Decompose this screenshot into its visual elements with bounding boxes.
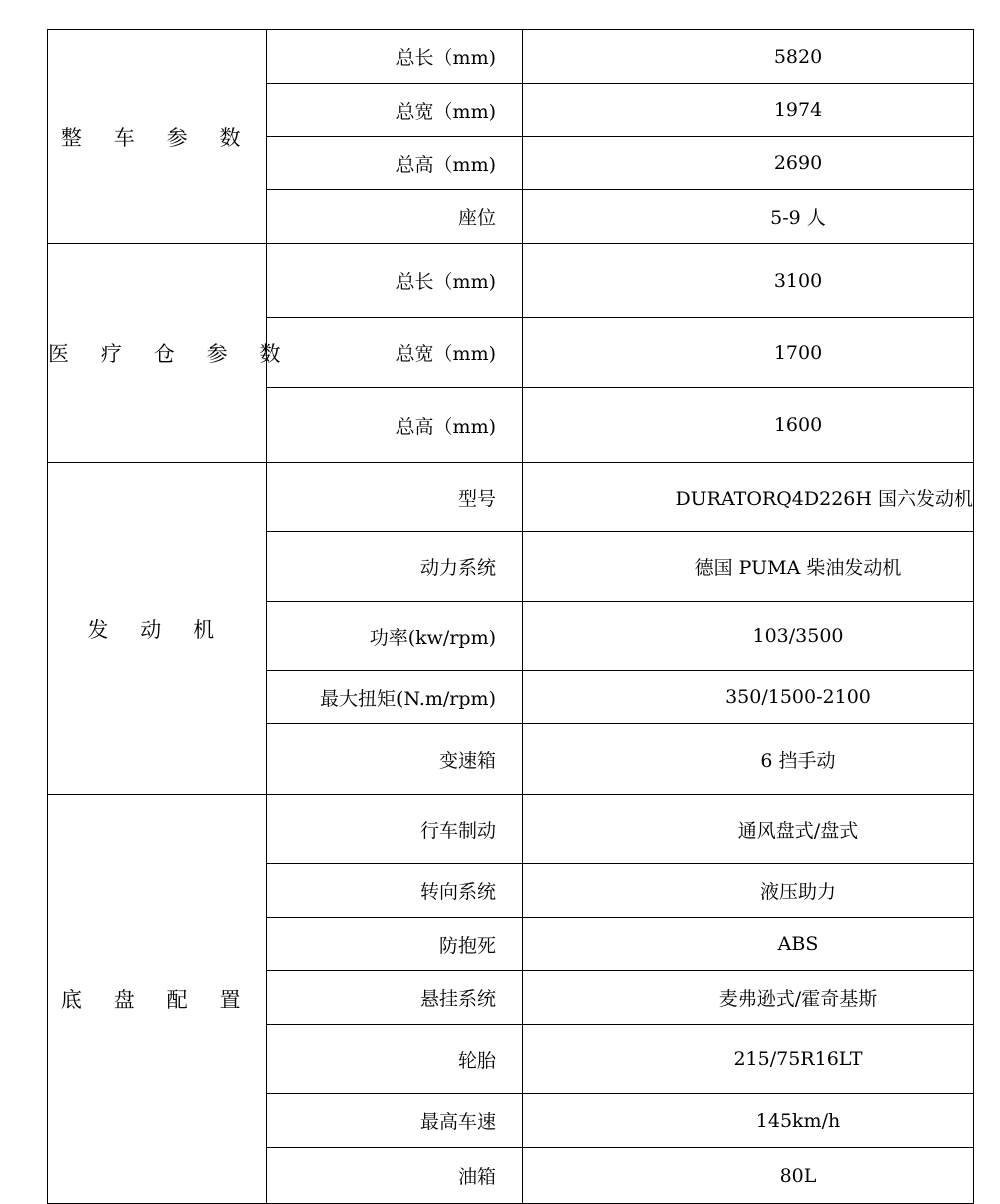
param-value: 液压助力 bbox=[523, 864, 974, 918]
param-value: 通风盘式/盘式 bbox=[523, 795, 974, 864]
param-value: 3100 bbox=[523, 244, 974, 318]
param-name: 型号 bbox=[267, 463, 523, 532]
param-value: 215/75R16LT bbox=[523, 1025, 974, 1094]
param-name: 座位 bbox=[267, 190, 523, 244]
param-name: 变速箱 bbox=[267, 724, 523, 795]
param-value: DURATORQ4D226H 国六发动机 bbox=[523, 463, 974, 532]
param-name: 总宽（mm) bbox=[267, 84, 523, 137]
param-name: 最高车速 bbox=[267, 1094, 523, 1148]
param-name: 轮胎 bbox=[267, 1025, 523, 1094]
param-name: 总长（mm) bbox=[267, 30, 523, 84]
group-label-vehicle: 整 车 参 数 bbox=[48, 30, 267, 244]
group-label-chassis: 底 盘 配 置 bbox=[48, 795, 267, 1204]
param-value: 5-9 人 bbox=[523, 190, 974, 244]
param-name: 油箱 bbox=[267, 1148, 523, 1204]
param-name: 动力系统 bbox=[267, 532, 523, 602]
table-row bbox=[48, 244, 974, 318]
param-value: 麦弗逊式/霍奇基斯 bbox=[523, 971, 974, 1025]
param-name: 总高（mm) bbox=[267, 137, 523, 190]
param-value: 5820 bbox=[523, 30, 974, 84]
table-row bbox=[48, 30, 974, 84]
table-row bbox=[48, 795, 974, 864]
param-value: 6 挡手动 bbox=[523, 724, 974, 795]
param-value: ABS bbox=[523, 918, 974, 971]
param-name: 功率(kw/rpm) bbox=[267, 602, 523, 671]
param-value: 1600 bbox=[523, 388, 974, 463]
param-value: 80L bbox=[523, 1148, 974, 1204]
table-row bbox=[48, 463, 974, 532]
param-name: 总长（mm) bbox=[267, 244, 523, 318]
param-name: 总宽（mm) bbox=[267, 318, 523, 388]
param-value: 1974 bbox=[523, 84, 974, 137]
param-value: 350/1500-2100 bbox=[523, 671, 974, 724]
param-name: 防抱死 bbox=[267, 918, 523, 971]
group-label-medical-cabin: 医 疗 仓 参 数 bbox=[48, 244, 267, 463]
param-name: 最大扭矩(N.m/rpm) bbox=[267, 671, 523, 724]
param-value: 2690 bbox=[523, 137, 974, 190]
param-value: 1700 bbox=[523, 318, 974, 388]
param-value: 德国 PUMA 柴油发动机 bbox=[523, 532, 974, 602]
param-name: 行车制动 bbox=[267, 795, 523, 864]
param-value: 145km/h bbox=[523, 1094, 974, 1148]
param-name: 转向系统 bbox=[267, 864, 523, 918]
param-value: 103/3500 bbox=[523, 602, 974, 671]
group-label-engine: 发 动 机 bbox=[48, 463, 267, 795]
param-name: 悬挂系统 bbox=[267, 971, 523, 1025]
spec-table bbox=[47, 29, 974, 1204]
param-name: 总高（mm) bbox=[267, 388, 523, 463]
